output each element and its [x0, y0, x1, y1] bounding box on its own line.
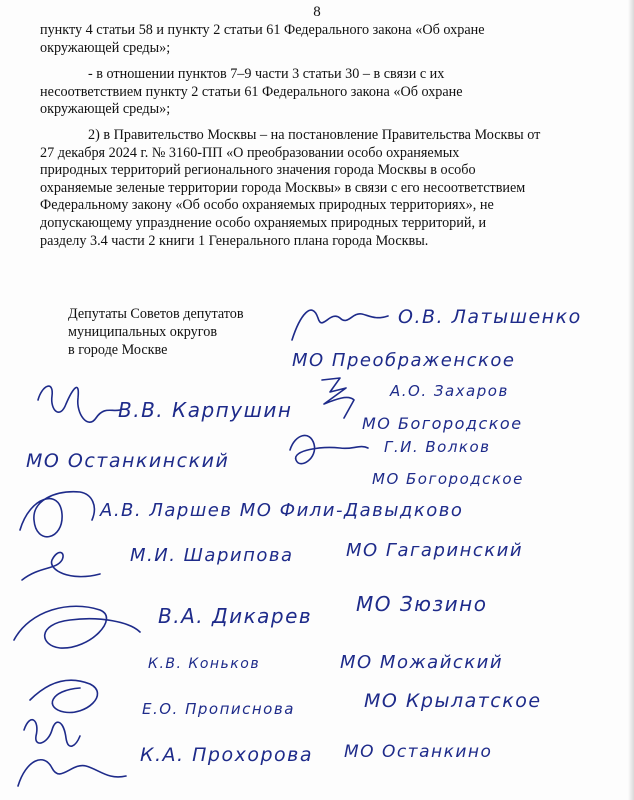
signature-name-7: В.А. Дикарев	[158, 604, 313, 628]
signature-district-8: МО Можайский	[340, 652, 504, 673]
signature-scribble-3	[38, 386, 120, 422]
page-number: 8	[313, 4, 321, 20]
text-line: пункту 4 статьи 58 и пункту 2 статьи 61 Федерального закона «Об охране	[40, 22, 485, 38]
deputies-label-line: Депутаты Советов депутатов	[68, 306, 244, 322]
signature-name-2: А.О. Захаров	[390, 382, 509, 400]
deputies-label-line: в городе Москве	[68, 342, 168, 358]
signature-scribble-5	[20, 492, 94, 537]
signature-scribble-1	[292, 310, 388, 340]
signature-district-9: МО Крылатское	[364, 690, 542, 712]
signature-name-3: В.В. Карпушин	[118, 398, 293, 422]
signature-name-1: О.В. Латышенко	[398, 306, 582, 328]
signature-scribble-6	[22, 552, 100, 580]
text-line: окружающей среды»;	[40, 39, 171, 56]
deputies-label-line: муниципальных округов	[68, 324, 218, 340]
signature-district-10: МО Останкино	[344, 742, 493, 762]
signature-district-4: МО Богородское	[372, 470, 524, 488]
text-line: Федеральному закону «Об особо охраняемых природных территориях», не	[40, 197, 494, 214]
signature-scribble-9	[24, 720, 80, 747]
text-line: допускающему упразднение особо охраняемых природных территорий, и	[40, 214, 487, 231]
text-line: окружающей среды»;	[40, 101, 171, 118]
signature-district-2: МО Богородское	[362, 414, 523, 433]
signature-name-9: Е.О. Прописнова	[142, 700, 295, 718]
signature-scribble-8	[30, 680, 97, 712]
text-line: несоответствием пункту 2 статьи 61 Федерального закона «Об охране	[40, 83, 463, 100]
text-line: разделу 3.4 части 2 книги 1 Генерального плана города Москвы.	[40, 232, 429, 249]
signature-scribble-4	[290, 435, 368, 463]
signature-scribble-10	[18, 760, 126, 786]
signature-district-1: МО Преображенское	[292, 350, 516, 371]
signature-scribble-7	[14, 606, 140, 648]
signature-district-6: МО Гагаринский	[346, 540, 524, 561]
signature-name-10: К.А. Прохорова	[140, 744, 313, 766]
signature-scribble-2	[322, 378, 354, 418]
signature-name-6: М.И. Шарипова	[130, 545, 294, 566]
signature-line-5: А.В. Ларшев МО Фили-Давыдково	[100, 500, 464, 521]
signature-name-4: Г.И. Волков	[384, 438, 491, 456]
text-line: 27 декабря 2024 г. № 3160-ПП «О преобразовании особо охраняемых	[40, 144, 460, 161]
signature-district-3: МО Останкинский	[26, 450, 230, 472]
signature-district-7: МО Зюзино	[356, 592, 488, 616]
text-line: 2) в Правительство Москвы – на постановление Правительства Москвы от	[88, 127, 541, 143]
text-line: охраняемые зеленые территории города Москвы» в связи с его несоответствием	[40, 179, 526, 196]
text-line: - в отношении пунктов 7–9 части 3 статьи 30 – в связи с их	[88, 66, 445, 82]
text-line: природных территорий регионального значения города Москвы в особо	[40, 162, 476, 179]
signature-name-8: К.В. Коньков	[148, 656, 261, 672]
